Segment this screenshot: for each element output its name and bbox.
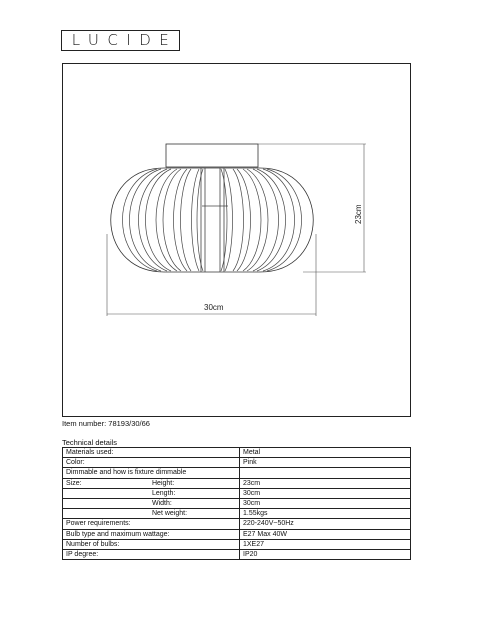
spec-value: 1.55kgs [240,509,411,519]
spec-label-cell [63,529,240,539]
spec-label-cell [63,549,240,559]
brand-logo [61,30,180,51]
spec-label: Number of bulbs: [66,540,120,548]
spec-value [240,468,411,478]
width-label: 30cm [204,303,224,312]
lamp-drawing-svg [63,64,412,418]
spec-value: IP20 [240,549,411,559]
table-row [63,539,411,549]
spec-label: Size: [66,479,82,487]
spec-label: Power requirements: [66,520,131,528]
spec-label: Dimmable and how is fixture dimmable [66,469,187,477]
technical-details-table [62,447,411,560]
spec-label-cell [63,519,240,529]
table-row [63,529,411,539]
table-row [63,549,411,559]
table-row [63,519,411,529]
spec-value: 23cm [240,478,411,488]
technical-drawing [62,63,411,417]
shade-ribs [123,169,302,271]
spec-label-cell [63,509,240,519]
spec-label: Color: [66,459,85,467]
spec-label: Materials used: [66,449,114,457]
spec-value: Metal [240,448,411,458]
spec-label-cell [63,488,240,498]
table-row [63,478,411,488]
spec-value: 30cm [240,488,411,498]
spec-label: Bulb type and maximum wattage: [66,530,170,538]
spec-label-cell [63,498,240,508]
spec-sublabel: Length: [152,489,176,497]
spec-label-cell [63,458,240,468]
spec-value: Pink [240,458,411,468]
spec-value: 220-240V~50Hz [240,519,411,529]
spec-value: 30cm [240,498,411,508]
table-row [63,448,411,458]
spec-sublabel: Net weight: [152,510,188,518]
table-row [63,458,411,468]
spec-label-cell [63,478,240,488]
ceiling-base [166,144,258,167]
spec-label: IP degree: [66,550,99,558]
table-row [63,488,411,498]
shade-outline [111,168,314,272]
table-row [63,498,411,508]
spec-sublabel: Width: [152,500,172,508]
spec-label-cell [63,448,240,458]
spec-value: E27 Max 40W [240,529,411,539]
technical-details-title: Technical details [62,438,118,447]
table-row [63,468,411,478]
spec-value: 1XE27 [240,539,411,549]
height-label: 23cm [354,204,363,224]
bulb-socket [201,168,228,272]
spec-label-cell [63,539,240,549]
logo-text: LUCIDE [71,31,178,49]
spec-sublabel: Height: [152,479,175,487]
item-number: Item number: 78193/30/66 [62,419,150,428]
spec-label-cell [63,468,240,478]
table-row [63,509,411,519]
